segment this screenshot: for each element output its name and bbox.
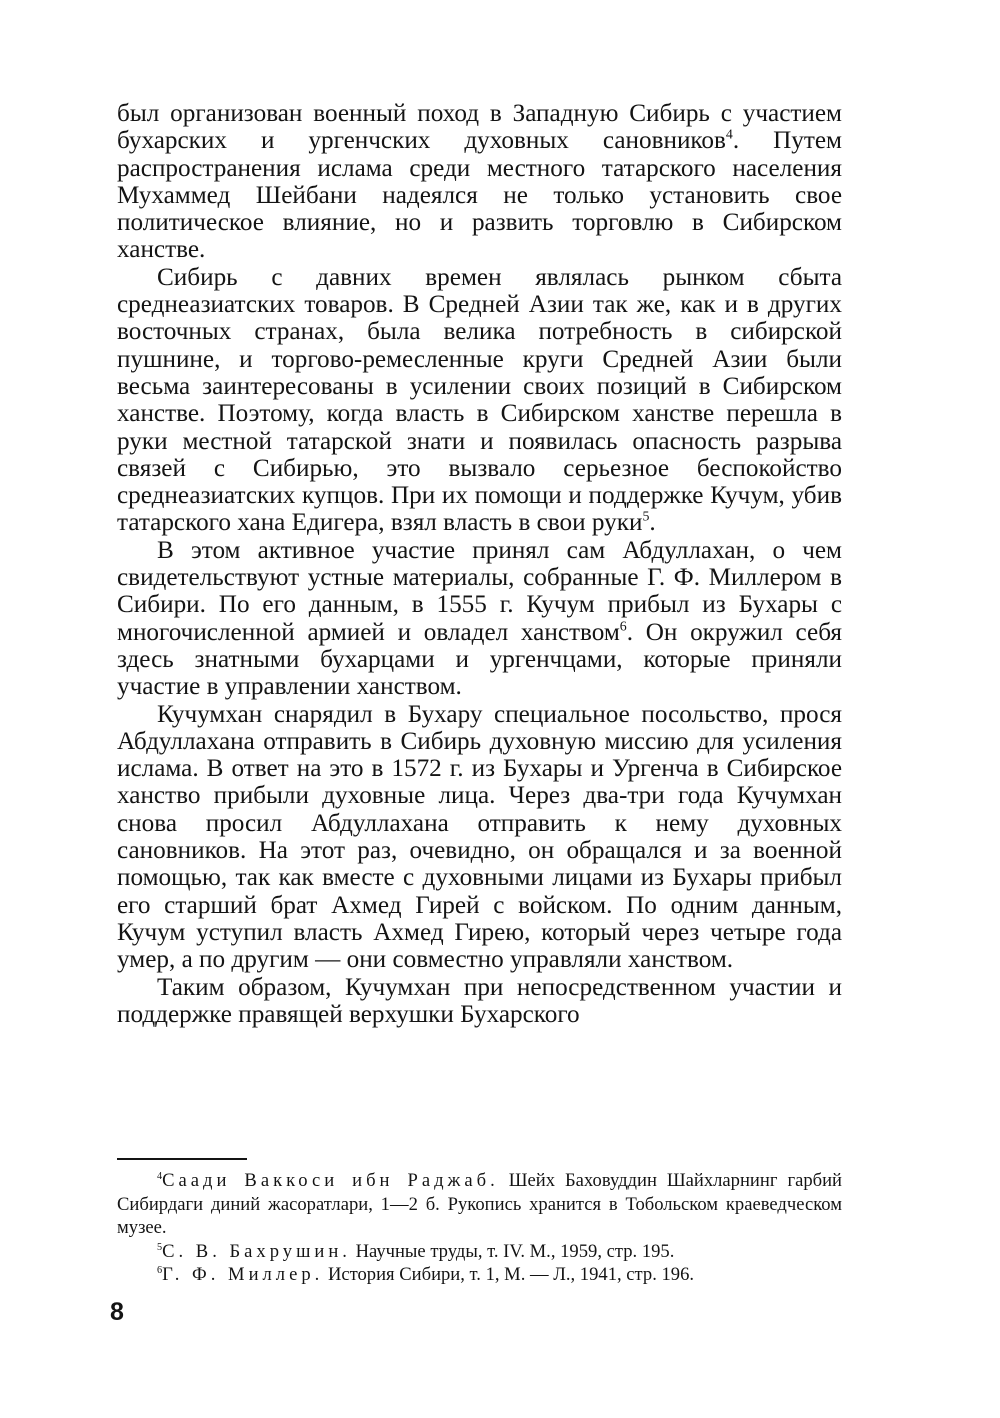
footnote-ref-5[interactable]: 5 — [642, 509, 650, 525]
footnote-author: Г. Ф. Миллер. — [162, 1264, 324, 1286]
footnotes — [117, 1158, 842, 1287]
paragraph-4: Кучумхан снарядил в Бухару специальное посольство, прося Абдуллахана отправить в Сибирь духовную миссию для усиления ислама. В ответ на это в 1572 г. из Бухары и Ургенча в Сибирское ханство прибыли духовные лица. Через два-три года Кучумхан снова просил Абдуллахана отправить к нему духовных сановников. На этот раз, очевидно, он обращался и за военной помощью, так как вместе с духовными лицами из Бухары прибыл его старший брат Ахмед Гирей с войском. По одним данным, Кучум уступил власть Ахмед Гирею, который через четыре года умер, а по другим — они совместно управляли ханством. — [117, 700, 842, 974]
footnote-4: $^4$Саади Ваккоси ибн Раджаб. Шейх Баховуддин Шайхларнинг гарбий Сибирдаги диний жасоратлари, 1—2 б. Рукопись хранится в Тобольском краеведческом музее. — [117, 1170, 842, 1239]
footnote-divider — [117, 1158, 247, 1160]
footnote-author: С. В. Бахрушин. — [162, 1240, 351, 1262]
paragraph-3: В этом активное участие принял сам Абдуллахан, о чем свидетельствуют устные материалы, собранные Г. Ф. Миллером в Сибири. По его данным, в 1555 г. Кучум прибыл из Бухары с многочисленной армией и овладел ханством$^6$. Он окружил себя здесь знатными бухарцами и ургенчцами, которые приняли участие в управлении ханством. — [117, 536, 842, 701]
main-text — [117, 100, 842, 1028]
footnote-ref-6[interactable]: 6 — [619, 618, 627, 634]
footnote-author: Саади Ваккоси ибн Раджаб. — [162, 1170, 499, 1191]
footnote-ref-4[interactable]: 4 — [725, 126, 733, 142]
footnote-5: $^5$С. В. Бахрушин. Научные труды, т. IV. М., 1959, стр. 195. — [157, 1240, 675, 1262]
page-number: 8 — [110, 1298, 124, 1326]
paragraph-5: Таким образом, Кучумхан при непосредственном участии и поддержке правящей верхушки Бухарского — [117, 973, 842, 1028]
paragraph-1: был организован военный поход в Западную Сибирь с участием бухарских и ургенчских духовных сановников$^4$. Путем распространения ислама среди местного татарского населения Мухаммед Шейбани надеялся не только установить свое политическое влияние, но и развить торговлю в Сибирском ханстве. — [117, 100, 842, 264]
paragraph-2: Сибирь с давних времен являлась рынком сбыта среднеазиатских товаров. В Средней Азии так же, как и в других восточных странах, была велика потребность в сибирской пушнине, и торгово-ремесленные круги Средней Азии были весьма заинтересованы в усилении своих позиций в Сибирском ханстве. Поэтому, когда власть в Сибирском ханстве перешла в руки местной татарской знати и появилась опасность разрыва связей с Сибирью, это вызвало серьезное беспокойство среднеазиатских купцов. При их помощи и поддержке Кучум, убив татарского хана Едигера, взял власть в свои руки$^5$. — [117, 263, 842, 537]
footnote-6: $^6$Г. Ф. Миллер. История Сибири, т. 1, М. — Л., 1941, стр. 196. — [157, 1264, 695, 1286]
